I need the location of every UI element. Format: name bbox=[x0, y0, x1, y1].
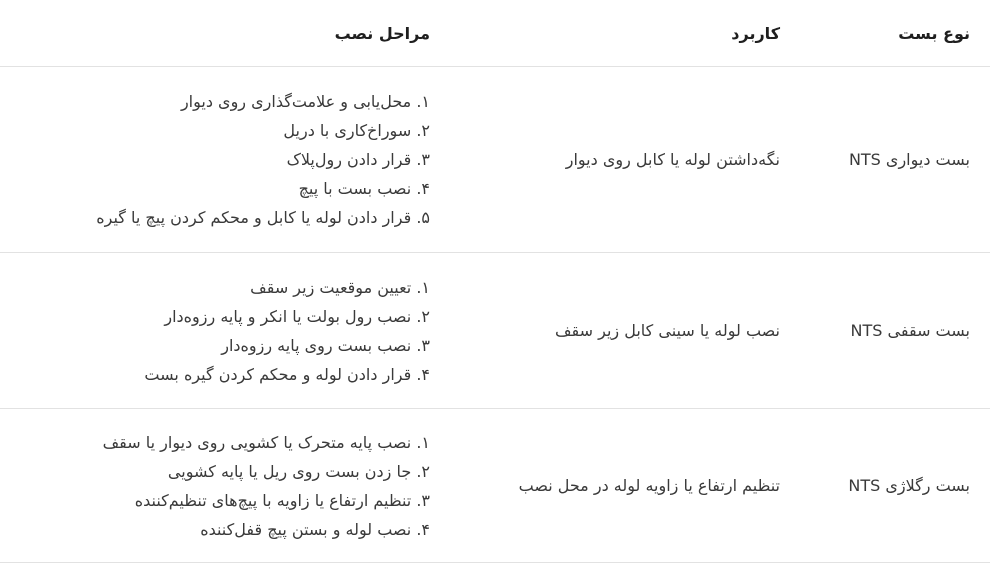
table-body bbox=[0, 67, 990, 563]
step-item: ۴. نصب لوله و بستن پیچ قفل‌کننده bbox=[200, 519, 430, 539]
step-item: ۴. نصب بست با پیچ bbox=[298, 179, 430, 198]
step-item: ۵. قرار دادن لوله یا کابل و محکم کردن پیچ یا گیره bbox=[96, 208, 430, 227]
cell-steps bbox=[0, 253, 450, 409]
header-row bbox=[0, 0, 990, 67]
step-item: ۳. تنظیم ارتفاع یا زاویه با پیچ‌های تنظیم‌کننده bbox=[134, 490, 430, 510]
step-item: ۳. قرار دادن رول‌پلاک bbox=[286, 150, 430, 169]
cell-steps bbox=[0, 67, 450, 253]
cell-usage: نصب لوله یا سینی کابل زیر سقف bbox=[450, 253, 800, 409]
cell-usage: نگه‌داشتن لوله یا کابل روی دیوار bbox=[450, 67, 800, 253]
step-item: ۲. جا زدن بست روی ریل یا پایه کشویی bbox=[167, 461, 430, 481]
cell-type: بست سقفی NTS bbox=[800, 253, 990, 409]
cell-type: بست رگلاژی NTS bbox=[800, 409, 990, 563]
step-item: ۳. نصب بست روی پایه رزوه‌دار bbox=[221, 335, 430, 355]
step-item: ۱. محل‌یابی و علامت‌گذاری روی دیوار bbox=[180, 92, 430, 111]
header-steps: مراحل نصب bbox=[0, 0, 450, 67]
table-row bbox=[0, 409, 990, 563]
steps-list bbox=[0, 428, 430, 544]
step-item: ۴. قرار دادن لوله و محکم کردن گیره بست bbox=[144, 364, 430, 384]
header-usage: کاربرد bbox=[450, 0, 800, 67]
step-item: ۱. نصب پایه متحرک یا کشویی روی دیوار یا سقف bbox=[102, 432, 430, 452]
cell-steps bbox=[0, 409, 450, 563]
steps-list bbox=[0, 87, 430, 232]
step-item: ۲. سوراخ‌کاری با دریل bbox=[283, 121, 430, 140]
table-header bbox=[0, 0, 990, 67]
table-row bbox=[0, 67, 990, 253]
step-item: ۱. تعیین موقعیت زیر سقف bbox=[250, 277, 430, 297]
steps-list bbox=[0, 273, 430, 389]
step-item: ۲. نصب رول بولت یا انکر و پایه رزوه‌دار bbox=[164, 306, 430, 326]
cell-type: بست دیواری NTS bbox=[800, 67, 990, 253]
header-type: نوع بست bbox=[800, 0, 990, 67]
cell-usage: تنظیم ارتفاع یا زاویه لوله در محل نصب bbox=[450, 409, 800, 563]
table-row bbox=[0, 253, 990, 409]
